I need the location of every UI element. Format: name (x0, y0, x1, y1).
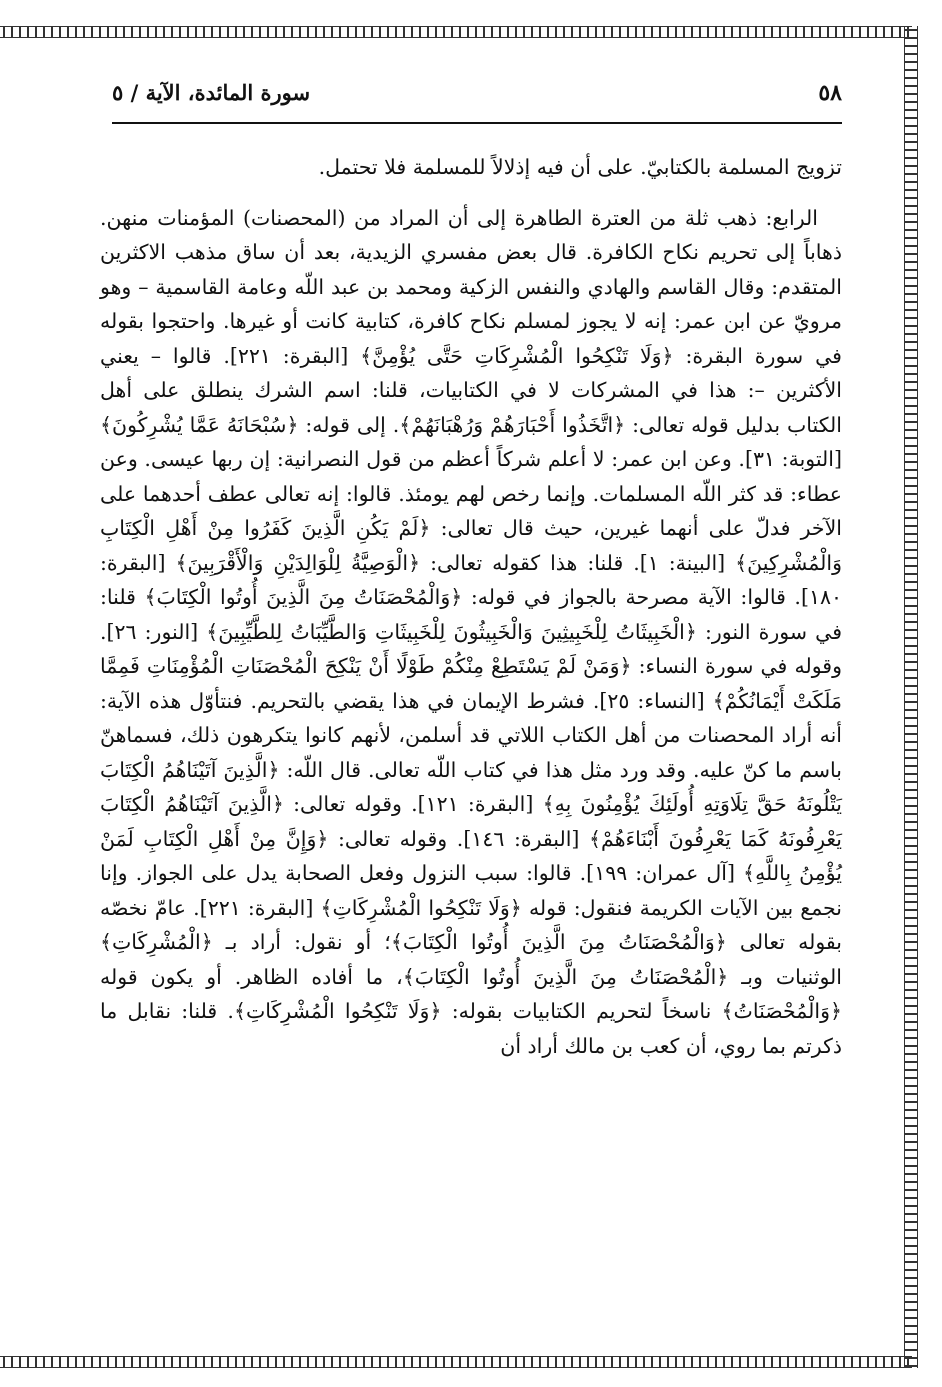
page-header (112, 80, 842, 120)
page-number: ٥٨ (818, 80, 842, 106)
paragraph-continuation: تزويج المسلمة بالكتابيّ. على أن فيه إذلالاً للمسلمة فلا تحتمل. (318, 155, 842, 179)
decorative-border-right (904, 26, 918, 1368)
header-divider (112, 122, 842, 124)
paragraph-fourth-opinion: الرابع: ذهب ثلة من العترة الطاهرة إلى أن المراد من (المحصنات) المؤمنات منهن. ذهاباً إلى تحريم نكاح الكافرة. قال بعض مفسري الزيدية، بعد أن ساق مذهب الاكثرين المتقدم: وقال القاسم والهادي والنفس الزكية ومحمد بن عبد اللّه وعامة القاسمية – وهو مرويّ عن ابن عمر: إنه لا يجوز لمسلم نكاح كافرة، كتابية كانت أو غيرها. واحتجوا بقوله في سورة البقرة: ﴿وَلَا تَنْكِحُوا الْمُشْرِكَاتِ حَتَّى يُؤْمِنَّ﴾ [البقرة: ٢٢١]. قالوا – يعني الأكثرين –: هذا في المشركات لا في الكتابيات، قلنا: اسم الشرك ينطلق على أهل الكتاب بدليل قوله تعالى: ﴿اتَّخَذُوا أَحْبَارَهُمْ وَرُهْبَانَهُمْ﴾. إلى قوله: ﴿سُبْحَانَهُ عَمَّا يُشْرِكُونَ﴾ [التوبة: ٣١]. وعن ابن عمر: لا أعلم شركاً أعظم من قول النصرانية: إن ربها عيسى. وعن عطاء: قد كثر اللّه المسلمات. وإنما رخص لهم يومئذ. قالوا: إنه تعالى عطف أحدهما على الآخر فدلّ على أنهما غيرين، حيث قال تعالى: ﴿لَمْ يَكُنِ الَّذِينَ كَفَرُوا مِنْ أَهْلِ الْكِتَابِ وَالْمُشْرِكِينَ﴾ [البينة: ١]. قلنا: هذا كقوله تعالى: ﴿الْوَصِيَّةُ لِلْوَالِدَيْنِ وَالْأَقْرَبِينَ﴾ [البقرة: ١٨٠]. قالوا: الآية مصرحة بالجواز في قوله: ﴿وَالْمُحْصَنَاتُ مِنَ الَّذِينَ أُوتُوا الْكِتَابَ﴾ قلنا: في سورة النور: ﴿الْخَبِيثَاتُ لِلْخَبِيثِينَ وَالْخَبِيثُونَ لِلْخَبِيثَاتِ وَالطَّيِّبَاتُ لِلطَّيِّبِينَ﴾ [النور: ٢٦]. وقوله في سورة النساء: ﴿وَمَنْ لَمْ يَسْتَطِعْ مِنْكُمْ طَوْلًا أَنْ يَنْكِحَ الْمُحْصَنَاتِ الْمُؤْمِنَاتِ فَمِمَّا مَلَكَتْ أَيْمَانُكُمْ﴾ [النساء: ٢٥]. فشرط الإيمان في هذا يقضي بالتحريم. فنتأوّل هذه الآية: أنه أراد المحصنات من أهل الكتاب اللاتي قد أسلمن، لأنهم كانوا يتكرهون ذلك، فسماهنّ باسم ما كنّ عليه. وقد ورد مثل هذا في كتاب اللّه تعالى. قال اللّه: ﴿الَّذِينَ آتَيْنَاهُمُ الْكِتَابَ يَتْلُونَهُ حَقَّ تِلَاوَتِهِ أُولَئِكَ يُؤْمِنُونَ بِهِ﴾ [البقرة: ١٢١]. وقوله تعالى: ﴿الَّذِينَ آتَيْنَاهُمُ الْكِتَابَ يَعْرِفُونَهُ كَمَا يَعْرِفُونَ أَبْنَاءَهُمْ﴾ [البقرة: ١٤٦]. وقوله تعالى: ﴿وَإِنَّ مِنْ أَهْلِ الْكِتَابِ لَمَنْ يُؤْمِنُ بِاللَّهِ﴾ [آل عمران: ١٩٩]. قالوا: سبب النزول وفعل الصحابة يدل على الجواز. وإنا نجمع بين الآيات الكريمة فنقول: قوله ﴿وَلَا تَنْكِحُوا الْمُشْرِكَاتِ﴾ [البقرة: ٢٢١]. عامّ نخصّه بقوله تعالى ﴿وَالْمُحْصَنَاتُ مِنَ الَّذِينَ أُوتُوا الْكِتَابَ﴾؛ أو نقول: أراد بـ ﴿الْمُشْرِكَاتِ﴾ الوثنيات وبـ ﴿الْمُحْصَنَاتُ مِنَ الَّذِينَ أُوتُوا الْكِتَابَ﴾، ما أفاده الظاهر. أو يكون قوله ﴿وَالْمُحْصَنَاتُ﴾ ناسخاً لتحريم الكتابيات بقوله: ﴿وَلَا تَنْكِحُوا الْمُشْرِكَاتِ﴾. قلنا: نقابل ما ذكرتم بما روي، أن كعب بن مالك أراد أن (100, 205, 843, 1058)
running-title: سورة المائدة، الآية / ٥ (112, 80, 311, 105)
decorative-border-bottom (0, 1356, 912, 1368)
decorative-border-top (0, 26, 912, 38)
page-body (100, 150, 842, 1071)
